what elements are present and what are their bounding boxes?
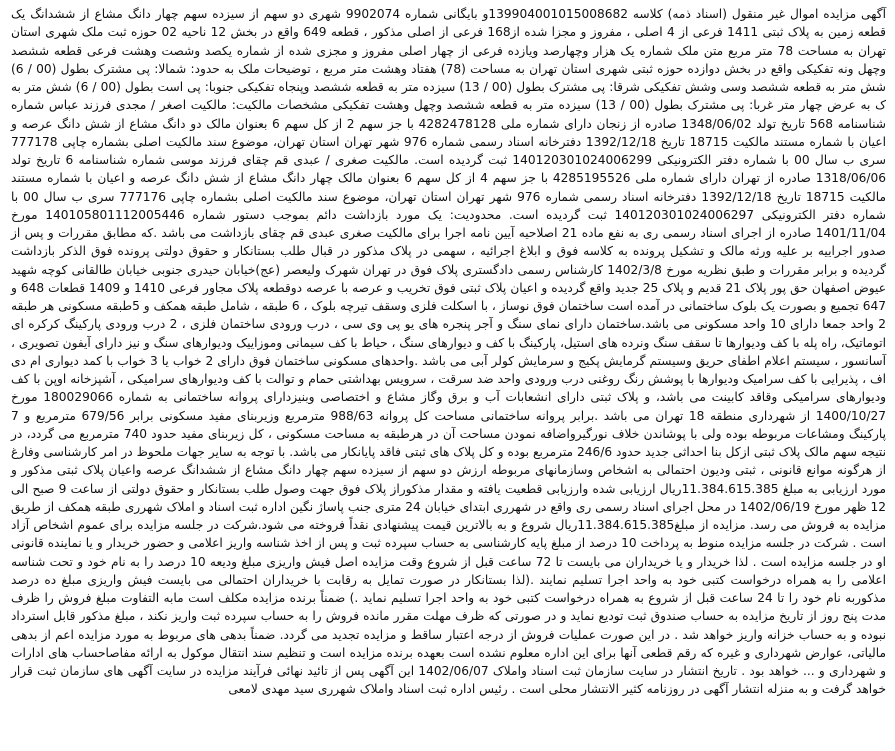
auction-notice-text: آگهی مزایده اموال غیر منقول (اسناد ذمه) کلاسه 139904001015008682و بایگانی شماره 9902074 شهری دو سهم از سیزده سهم چهار دانگ مشاع از ششدانگ یک قطعه زمین به پلاک ثبتی 1411 فرعی از 4 اصلی ، مفروز و مجزا شده از168 فرعی از اصلی مذکور ، قطعه 649 واقع در بخش 12 ناحیه 02 حوزه ثبت ملک شهری استان تهران به مساحت 78 متر مربع متن ملک شماره یک هزار وچهارصد ویازده فرعی از چهار اصلی مفروز و مجزی شده از شماره یکصد وشصت وهشت فرعی قطعه ششصد وچهل ونه تفکیکی واقع در بخش دوازده حوزه ثبتی شهری استان تهران به مساحت (78) هفتاد وهشت متر مربع ، توضیحات ملک به حدود: شمالا: پی مشترک بطول (00 / 6) شش متر به قطعه ششصد وسی وشش تفکیکی شرقا: پی مشترک بطول (00 / 13) سیزده متر به قطعه ششصد وپنجاه تفکیکی جنوبا: پی است بطول (00 / 6) شش متر به ک به عرض چهار متر غربا: پی مشترک بطول (00 / 13) سیزده متر به قطعه ششصد وچهل وهشت تفکیکی مشخصات مالکیت: مالکیت اصغر / مجدی فرزند عباس شماره شناسنامه 568 تاریخ تولد 1348/06/02 صادره از زنجان دارای شماره ملی 4282478128 با جز سهم 2 از کل سهم 6 بعنوان مالک دو دانگ مشاع از شش دانگ عرصه و اعیان با شماره مستند مالکیت 18715 تاریخ 1392/12/18 دفترخانه اسناد رسمی شماره 976 شهر تهران استان تهران، موضوع سند مالکیت اصلی بشماره چاپی 777178 سری ب سال 00 با شماره دفتر الکترونیکی 140120301024006299 ثبت گردیده است. مالکیت صغری / عبدی قم چقای فرزند موسی شماره شناسنامه 6 تاریخ تولد 1318/06/06 صادره از تهران دارای شماره ملی 4285195526 با جز سهم 4 از کل سهم 6 بعنوان مالک چهار دانگ مشاع از شش دانگ عرصه و اعیان با شماره مستند مالکیت 18715 تاریخ 1392/12/18 دفترخانه اسناد رسمی شماره 976 شهر تهران استان تهران، موضوع سند مالکیت اصلی بشماره چاپی 777176 سری ب سال 00 با شماره دفتر الکترونیکی 140120301024006297 ثبت گردیده است. محدودیت: یک مورد بازداشت دائم بموجب دستور شماره 140105801112005446 مورخ 1401/11/04 صادره از اجرای اسناد رسمی ری به نفع ماده 21 اصلاحیه آیین نامه اجرا برای مالکیت صغری عبدی قم چقای بازداشت می باشد .که مطابق مقررات و پس از صدور اجراییه بر علیه ورثه مالک و تشکیل پرونده به کلاسه فوق و ابلاغ اجرائیه ، سهمی در پلاک مذکور در قبال طلب بستانکار و حقوق دولتی پرونده فوق الذکر بازداشت گردیده و برابر مقررات و طبق نظریه مورخ 1402/3/8 کارشناس رسمی دادگستری پلاک فوق در تهران شهرک ولیعصر (عج)خیابان حیدری جنوبی خیابان طالقانی کوچه شهید عیوض اصفهان حق پور پلاک 21 قدیم و پلاک 25 جدید واقع گردیده و اعیان پلاک ثبتی فوق تخریب و عرصه با عرصه دوقطعه پلاک مجاور فرعی 1410 و 1409 قطعات 648 و 647 تجمیع و بصورت یک بلوک ساختمانی در آمده است ساختمان فوق نوساز ، با اسکلت فلزی وسقف تیرچه بلوک ، 6 طبقه ، شامل طبقه همکف و 5طبقه مسکونی هر طبقه 2 واحد جمعا دارای 10 واحد مسکونی می باشد.ساختمان دارای نمای سنگ و آجر پنجره های یو پی وی سی ، درب ورودی ساختمان فلزی ، 2 درب ورودی پارکینگ کرکره ای اتوماتیک، راه پله با کف ودیوارها تا سقف سنگ ونرده های استیل، پارکینگ با کف و دیوارهای سنگ ، حیاط با کف سیمانی وموزاییک ودیوارهای سنگ و نیز دارای آیفون تصویری ، آسانسور ، سیستم اعلام اطفای حریق وسیستم گرمایش پکیج و سرمایش کولر آبی می باشد .واحدهای مسکونی ساختمان فوق دارای 2 خواب یا 3 خواب با کمد دیواری ام دی اف ، پذیرایی با کف سرامیک ودیوارها با پوشش رنگ روغنی درب ورودی واحد ضد سرقت ، سرویس بهداشتی حمام و توالت با کف ودیوارهای سرامیکی ، آشپزخانه اوپن با کف ودیوارهای سرامیکی وقاقد کابینت می باشد، و پلاک ثبتی دارای انشعابات آب و برق وگاز مشاع و اختصاصی وبنیزدارای پروانه ساختمانی به شماره 180029066 مورخ 1400/10/27 از شهرداری منطقه 18 تهران می باشد .برابر پروانه ساختمانی مساحت کل پروانه 988/63 مترمربع وزیربنای مفید مسکونی برابر 679/56 مترمربع و 7 پارکینگ ومشاعات مربوطه بوده ولی با پوشاندن خلاف نورگیرواضافه نمودن مساحت آن در هرطبقه به مساحت مسکونی ، کل زیربنای مفید حدود 740 مترمربع می گردد، در نتیجه سهم مالک پلاک ثبتی ازکل بنا احداثی جدید حدود 246/6 مترمربع بوده و کل پلاک های ثبتی فاقد پایانکار می باشد. با توجه به سایر جهات ملحوظ در امر کارشناسی وفارغ از هرگونه موانع قانونی ، ثبتی ودیون احتمالی به اشخاص وسازمانهای مربوطه ارزش دو سهم از سیزده سهم چهار دانگ مشاع از ششدانگ عرصه واعیان پلاک ثبتی مذکور و مورد ارزیابی به مبلغ 11.384.615.385ریال ارزیابی شده وارزیابی قطعیت یافته و مقدار مذکوراز پلاک فوق جهت وصول طلب بستانکار و حقوق دولتی از ساعت 9 صبح الی 12 ظهر مورخ 1402/06/19 در محل اجرای اسناد رسمی ری واقع در شهرری ابتدای خیابان 24 متری جنب پاساژ نگین اداره ثبت اسناد و املاک شهرری طبقه همکف از طریق مزایده به فروش می رسد. مزایده از مبلغ11.384.615.385ریال شروع و به بالاترین قیمت پیشنهادی نقداً فروخته می شود.شرکت در جلسه مزایده برای عموم اشخاص آزاد است . شرکت در جلسه مزایده منوط به پرداخت 10 درصد از مبلغ پایه کارشناسی به حساب سپرده ثبت و پس از اخذ شناسه واریز اعلامی و حضور خریدار و یا نماینده قانونی او در جلسه مزایده است . لذا خریدار و یا خریداران می بایست تا 72 ساعت قبل از شروع وقت مزایده اصل فیش واریزی مبلغ ودیعه 10 درصد را به نام خود و تحت شناسه اعلامی را به همراه درخواست کتبی خود به واحد اجرا تسلیم نمایند .(لذا بستانکار در صورت تمایل به رقابت با خریداران احتمالی می بایست فیش واریزی مبلغ ده درصد مذکوربه نام خود را تا 24 ساعت قبل از شروع به همراه درخواست کتبی خود به واحد اجرا تسلیم نماید .) ضمناً برنده مزایده مکلف است مابه التفاوت مبلغ فروش را ظرف مدت پنج روز از تاریخ مزایده به حساب صندوق ثبت تودیع نماید و در صورتی که ظرف مهلت مقرر مانده فروش را به حساب سپرده ثبت واریز نکند ، مبلغ مذکور قابل استرداد نبوده و به حساب خزانه واریز خواهد شد . در این صورت عملیات فروش از درجه اعتبار ساقط و مزایده تجدید می گردد. ضمناً بدهی های مربوط به مورد مزایده اعم از بدهی مالیاتی، عوارض شهرداری و غیره که رقم قطعی آنها برای این اداره معلوم نشده است بعهده برنده مزایده است و تنظیم سند انتقال موکول به ارائه مفاصاحساب های ادارات و شهرداری و ... خواهد بود . تاریخ انتشار در سایت سازمان ثبت اسناد واملاک 1402/06/07 این آگهی پس از تائید نهائی فرآیند مزایده در سایت آگهی های سازمان ثبت قرار خواهد گرفت و به منزله انتشار آگهی در روزنامه کثیر الانتشار محلی است . رئیس اداره ثبت اسناد واملاک شهرری سید مهدی لامعی (11, 7, 887, 697)
